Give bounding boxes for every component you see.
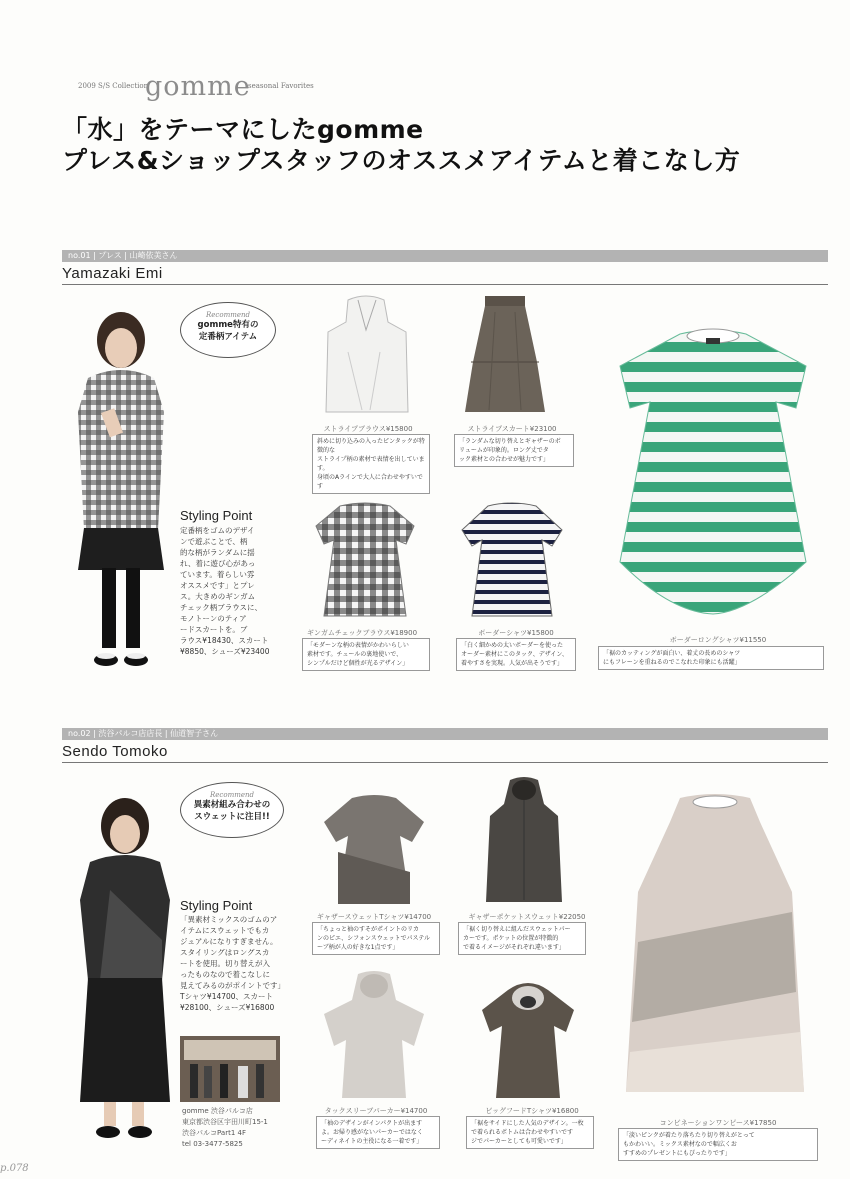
person-photo-yamazaki xyxy=(66,300,176,685)
page-title-line2: プレス&ショップスタッフのオススメアイテムと着こなし方 xyxy=(62,146,741,175)
header-meta: 2009 S/S Collection xyxy=(78,82,149,90)
item-photo-tuck-sleeve-parka xyxy=(316,970,432,1104)
item-description: 「モダーンな柄の表情がかわいらしい 素材です。チュールの裏地使いで、 シンプルだけど個性が光るデザイン」 xyxy=(302,638,430,671)
section2-name: Sendo Tomoko xyxy=(62,743,168,760)
item-photo-gather-pocket-sweat xyxy=(478,776,570,908)
bubble-text: gomme特有の xyxy=(197,320,259,330)
page-number: p.078 xyxy=(0,1163,29,1174)
item-caption: ギンガムチェックブラウス¥18900 xyxy=(306,629,418,637)
item-caption: ストライプスカート¥23100 xyxy=(467,425,557,433)
bubble-tag: Recommend xyxy=(206,311,250,319)
bubble-text: 異素材組み合わせの xyxy=(193,800,271,810)
item-caption: ストライプブラウス¥15800 xyxy=(323,425,413,433)
item-description: 「淡いピンクが着たり落ちたり切り替えがとって もかわいい。ミックス素材なので幅広くお すすめのプレゼントにもぴったりです」 xyxy=(618,1128,818,1161)
shop-photo xyxy=(180,1036,280,1102)
bubble-text: 定番柄アイテム xyxy=(198,332,258,342)
styling-point-text-1: 定番柄をゴムのデザイ ンで遊ぶことで、柄 的な柄がランダムに揺 れ、着に遊び心があっ ています。着らしい雰 オススメです」とプレ ス。大きめのギンガム チェック柄ブラウスに、 モノトーンのティア ードスカートを。ブ ラウス¥18430、スカート ¥8850、シューズ¥23400 xyxy=(180,526,270,656)
item-description: 「裾をサイドにした人気のデザイン。一枚 で着られるボトムは合わせやすいです ジでパーカーとしても可愛いです」 xyxy=(466,1116,594,1149)
item-photo-gingham-blouse xyxy=(310,500,420,620)
item-caption: タックスリーブパーカー¥14700 xyxy=(324,1107,428,1115)
section1-bar: no.01 | プレス | 山崎依美さん xyxy=(62,250,828,262)
item-description: 「ちょっと袖のすそがポイントのリカ ンのピエ、シフォンスウェットでパステル ーブ柄が人の好きな1点です」 xyxy=(312,922,440,955)
shop-info: gomme 渋谷パルコ店 東京都渋谷区宇田川町15-1 渋谷パルコPart1 4F tel 03-3477-5825 xyxy=(182,1107,268,1148)
item-photo-stripe-skirt xyxy=(455,292,555,420)
item-photo-big-hood-tshirt xyxy=(474,976,582,1104)
brand-logo: gomme xyxy=(145,71,251,102)
item-caption: ビッグフードTシャツ¥16800 xyxy=(485,1107,579,1115)
person-photo-sendo xyxy=(70,790,180,1150)
styling-point-text-2: 「異素材ミックスのゴムのア イテムにスウェットでもカ ジュアルになりすぎません。 スタイリングはロングスカ ートを使用。切り替えが入 ったものなので着こなしに 見えてみるのがポイントです」 Tシャツ¥14700、スカート ¥28100、シューズ¥16800 xyxy=(180,915,285,1012)
item-photo-combination-onepiece xyxy=(620,792,810,1114)
header-season: seasonal Favorites xyxy=(248,82,314,90)
bubble-tag: Recommend xyxy=(210,791,254,799)
item-caption: ボーダーロングシャツ¥11550 xyxy=(669,636,767,644)
section1-name: Yamazaki Emi xyxy=(62,265,163,282)
item-description: 「ランダムな切り替えとギャザーのボ リュームが印象的。ロング丈でタ ック素材との合わせが魅力です」 xyxy=(454,434,574,467)
bubble-text: スウェットに注目!! xyxy=(194,812,270,822)
item-caption: ギャザースウェットTシャツ¥14700 xyxy=(316,913,432,921)
item-photo-gather-sweat-tshirt xyxy=(318,792,430,908)
item-description: 「裾く切り替えに組んだスウェットパー カーです。ポケットの位置が特徴的 で着るイメージがそれぞれ違います」 xyxy=(458,922,586,955)
item-caption: ボーダーシャツ¥15800 xyxy=(478,629,554,637)
item-photo-stripe-blouse xyxy=(318,292,414,420)
section1-rule xyxy=(62,284,828,285)
item-photo-green-border-long-shirt xyxy=(610,322,816,622)
section2-bar: no.02 | 渋谷パルコ店店長 | 仙道智子さん xyxy=(62,728,828,740)
styling-point-title-1: Styling Point xyxy=(180,508,253,523)
item-description: 「白く細かめの太いボーダーを使った オーダー素材にこのタック、デザイン、 着やすさを実現。人気が出そうです」 xyxy=(456,638,576,671)
item-caption: ギャザーポケットスウェット¥22050 xyxy=(468,913,586,921)
styling-point-title-2: Styling Point xyxy=(180,898,253,913)
item-description: 「裾のカッティングが面白い、着丈の長めのシャツ にもフレーンを重ねるのでこなれた印象にも活躍」 xyxy=(598,646,824,670)
recommend-bubble-1 xyxy=(180,302,276,358)
recommend-bubble-2 xyxy=(180,782,284,838)
item-photo-border-shirt xyxy=(456,500,568,620)
section2-rule xyxy=(62,762,828,763)
item-description: 「袖のデザインがインパクトが出ます よ。お帰り感がないパーカーではなく ーディネイトの主役になる一着です」 xyxy=(316,1116,440,1149)
item-description: 斜めに切り込みの入ったピンタックが特徴的な ストライプ柄の素材で表情を出しています。 身頃のAラインで大人に合わせやすいです xyxy=(312,434,430,494)
item-caption: コンビネーションワンピース¥17850 xyxy=(659,1119,777,1127)
page-title-line1: 「水」をテーマにしたgomme xyxy=(62,115,424,144)
